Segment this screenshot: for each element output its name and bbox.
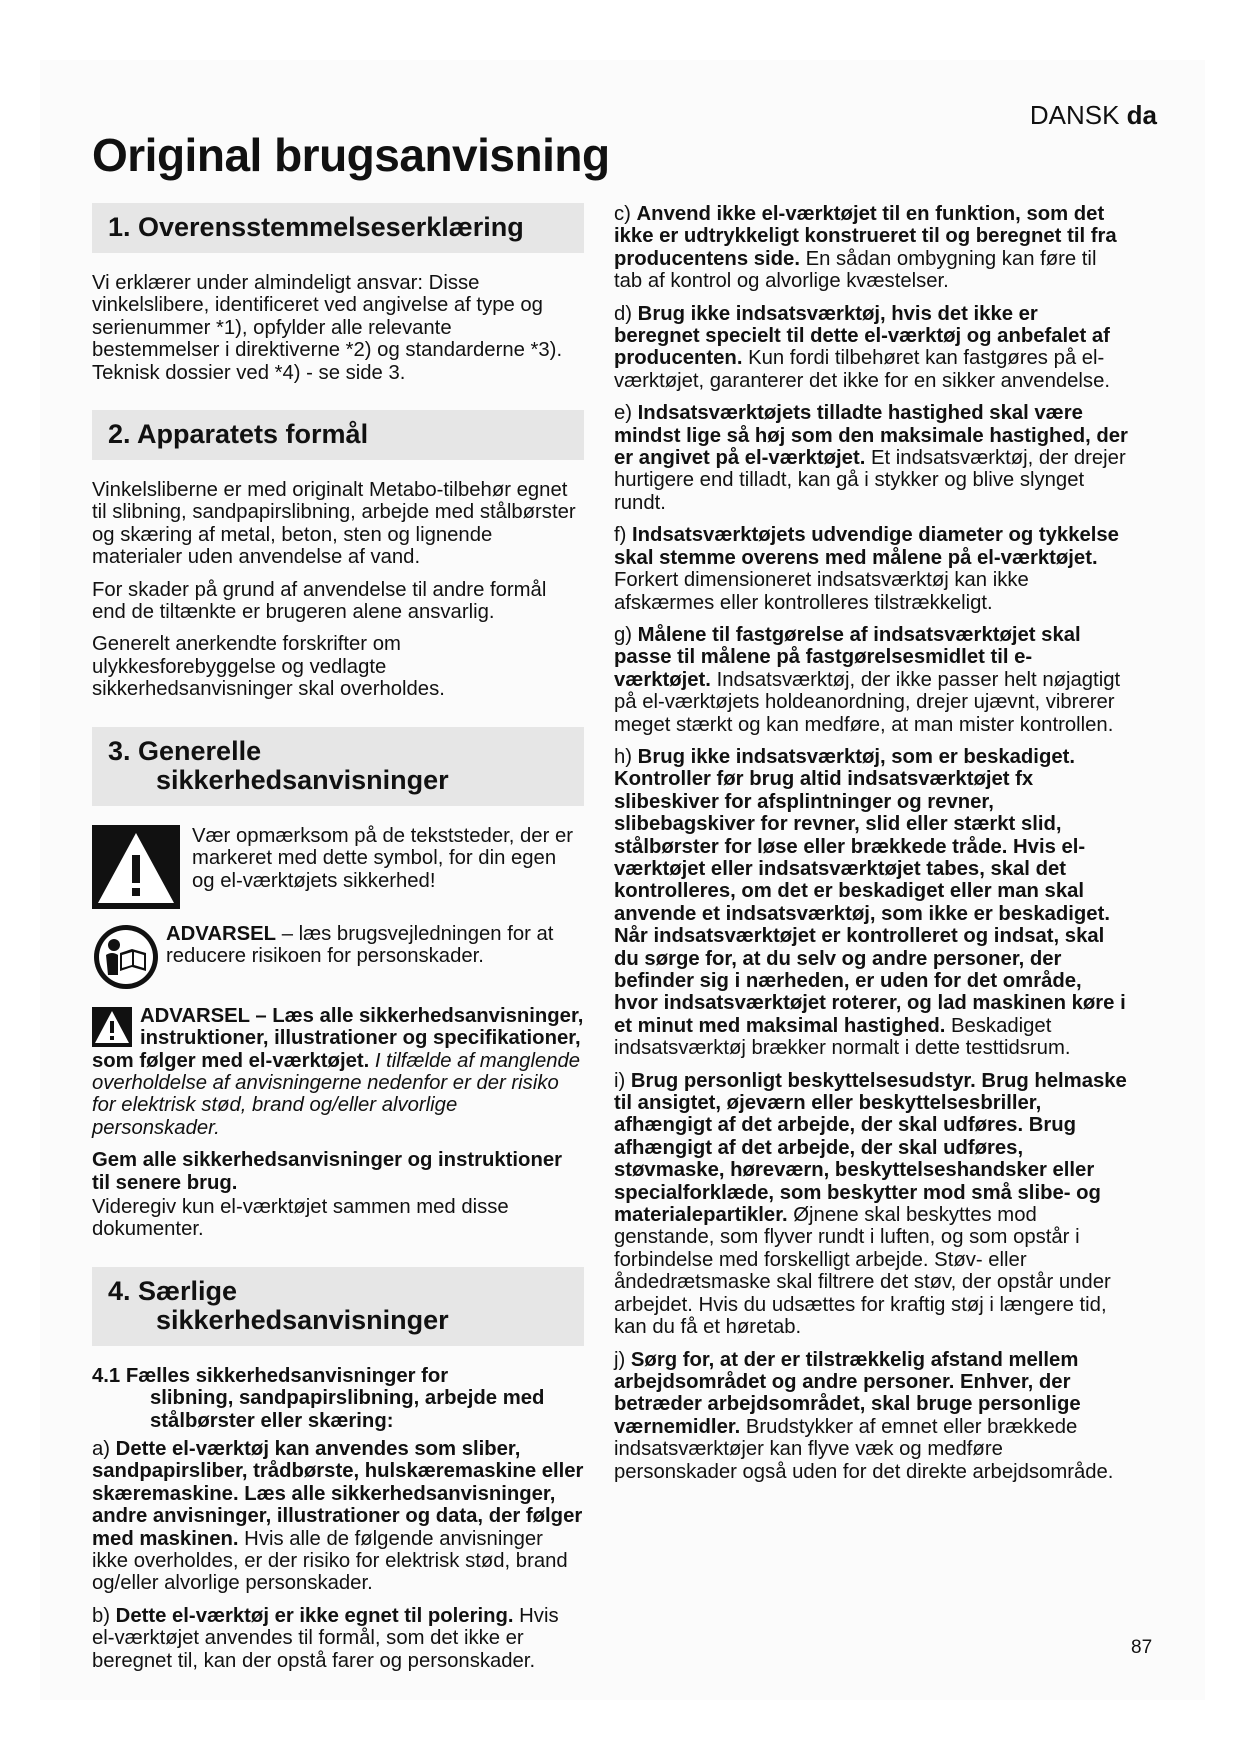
- section-1-body: Vi erklærer under almindeligt ansvar: Disse vinkelslibere, identificeret ved angivelse af type og serienummer *1), opfylder alle relevante bestemmelser i direktiverne *2) og standarderne *3). Teknisk dossier ved *4) - se side 3.: [92, 272, 563, 384]
- advarsel-all-bold: ADVARSEL – Læs alle sikkerhedsanvisninger, instruktioner, illustrationer og specifikationer, som følger med el-værktøjet.: [92, 1004, 584, 1072]
- item-h-text: Beskadiget indsatsværktøj brækker normalt i dette testtidsrum.: [614, 1014, 1071, 1060]
- item-c: [614, 203, 1129, 293]
- item-h: [614, 746, 1129, 1060]
- advarsel-manual-text: [166, 923, 584, 968]
- item-b: [92, 1605, 584, 1672]
- item-c-text: En sådan ombygning kan føre til tab af kontrol og alvorlige kvæstelser.: [614, 247, 1097, 293]
- item-f-text: Forkert dimensioneret indsatsværktøj kan ikke afskærmes eller kontrolleres tilstrækkeligt.: [614, 569, 1029, 614]
- warning-symbol-note: [92, 825, 584, 909]
- item-e-label: e): [614, 402, 638, 425]
- page-title: Original brugsanvisning: [92, 129, 610, 181]
- warning-symbol-text: Vær opmærksom på de tekststeder, der er markeret med dette symbol, for din egen og el-værktøjets sikkerhed!: [192, 824, 573, 892]
- advarsel-all-instructions: [92, 1005, 584, 1139]
- section-3-heading: [92, 727, 584, 806]
- section-2-paragraph-3: Generelt anerkendte forskrifter om ulykkesforebyggelse og vedlagte sikkerhedsanvisninger skal overholdes.: [92, 633, 445, 701]
- read-manual-icon: [92, 923, 160, 991]
- item-a-label: a): [92, 1437, 116, 1460]
- advarsel-all-italic: I tilfælde af manglende overholdelse af anvisningerne nedenfor er der risiko for elektrisk stød, brand og/eller alvorlige personskader.: [92, 1049, 581, 1139]
- section-4-heading-line1: 4. Særlige: [108, 1275, 238, 1306]
- item-i-bold: Brug personligt beskyttelsesudstyr. Brug helmaske til ansigtet, øjeværn eller beskyttelsesbriller, afhængigt af det arbejde, der skal udføres. Brug afhængigt af det arbejde, der skal udføres, støvmaske, høreværn, beskyttelseshandsker eller specialforklæde, som beskytter mod små slibe- og materialepartikler.: [614, 1069, 1127, 1227]
- item-h-label: h): [614, 745, 638, 768]
- section-4-heading: [92, 1267, 584, 1346]
- item-i-label: i): [614, 1069, 631, 1092]
- item-f-label: f): [614, 524, 633, 547]
- subsection-4-1-line2: slibning, sandpapirslibning, arbejde med stålbørster eller skæring:: [150, 1387, 545, 1432]
- section-2-paragraph-1: Vinkelsliberne er med originalt Metabo-tilbehør egnet til slibning, sandpapirslibning, arbejde med stålbørster og skæring af metal, beton, sten og lignende materialer uden anvendelse af vand.: [92, 479, 576, 569]
- right-column: [614, 203, 1129, 1493]
- item-f-bold: Indsatsværktøjets udvendige diameter og tykkelse skal stemme overens med målene på el-værktøjet.: [614, 524, 1119, 569]
- section-2-heading: 2. Apparatets formål: [92, 410, 584, 460]
- item-f: [614, 524, 1129, 614]
- section-4-heading-line2: sikkerhedsanvisninger: [156, 1304, 449, 1335]
- pass-on-documents: Videregiv kun el-værktøjet sammen med disse dokumenter.: [92, 1195, 509, 1241]
- language-word: DANSK: [1029, 100, 1120, 130]
- item-d-text: Kun fordi tilbehøret kan fastgøres på el-værktøjet, garanterer det ikke for en sikker anvendelse.: [614, 347, 1110, 392]
- item-j: [614, 1349, 1129, 1483]
- warning-triangle-icon: [92, 825, 180, 909]
- item-d: [614, 303, 1129, 393]
- item-b-text: Hvis el-værktøjet anvendes til formål, som det ikke er beregnet til, kan der opstå farer og personskader.: [92, 1604, 559, 1672]
- left-column: [92, 203, 584, 1682]
- subsection-4-1-heading: [92, 1365, 584, 1432]
- item-g-bold: Målene til fastgørelse af indsatsværktøjet skal passe til målene på fastgørelsesmidlet til e-værktøjet.: [614, 623, 1081, 691]
- item-i: [614, 1070, 1129, 1339]
- item-a-bold: Dette el-værktøj kan anvendes som sliber, sandpapirsliber, trådbørste, hulskæremaskine eller skæremaskine. Læs alle sikkerhedsanvisninger, andre anvisninger, illustrationer og data, der følger med maskinen.: [92, 1437, 584, 1550]
- item-g: [614, 624, 1129, 736]
- advarsel-label: ADVARSEL: [166, 922, 277, 945]
- item-j-label: j): [614, 1348, 631, 1371]
- item-g-label: g): [614, 623, 638, 646]
- item-i-text: Øjnene skal beskyttes mod genstande, som flyver rundt i luften, og som opstår i forbindelse med forskelligt arbejde. Støv- eller åndedrætsmaske skal filtrere det støv, der opstår under arbejdet. Hvis du udsættes for kraftig støj i længere tid, kan du få et høretab.: [614, 1204, 1111, 1339]
- item-e: [614, 402, 1129, 514]
- warning-small-icon: [92, 1007, 132, 1047]
- language-code: da: [1126, 100, 1157, 130]
- item-g-text: Indsatsværktøj, der ikke passer helt nøjagtigt på el-værktøjets holdeanordning, drejer ujævnt, vibrerer meget stærkt og kan medføre, at man mister kontrollen.: [614, 668, 1121, 736]
- item-h-bold: Brug ikke indsatsværktøj, som er beskadiget. Kontroller før brug altid indsatsværktøjet fx slibeskiver for afsplintninger og revner, slibebagskiver for revner, slid eller stærkt slid, stålbørster for løse eller brækkede tråde. Hvis el-værktøjet eller indsatsværktøjet tabes, skal det kontrolleres, om det er beskadiget eller man skal anvende et indsatsværktøj, som ikke er beskadiget. Når indsatsværktøjet er kontrolleret og indsat, skal du sørge for, at du selv og andre personer, der befinder sig i nærheden, er uden for det område, hvor indsatsværktøjet roterer, og lad maskinen køre i et minut med maksimal hastighed.: [614, 745, 1126, 1037]
- item-a: [92, 1438, 584, 1595]
- section-3-heading-line1: 3. Generelle: [108, 735, 262, 766]
- keep-instructions: [92, 1149, 584, 1194]
- item-j-text: Brudstykker af emnet eller brækkede indsatsværktøjer kan flyve væk og medføre personskader også uden for det direkte arbejdsområde.: [614, 1415, 1114, 1483]
- section-3-heading-line2: sikkerhedsanvisninger: [156, 764, 449, 795]
- item-d-label: d): [614, 302, 638, 325]
- item-c-bold: Anvend ikke el-værktøjet til en funktion, som det ikke er udtrykkeligt konstrueret til og beregnet til fra producentens side.: [614, 203, 1117, 270]
- item-e-bold: Indsatsværktøjets tilladte hastighed skal være mindst lige så høj som den maksimale hastighed, der er angivet på el-værktøjet.: [614, 402, 1128, 470]
- keep-instructions-bold: Gem alle sikkerhedsanvisninger og instruktioner til senere brug.: [92, 1149, 563, 1194]
- language-label: [1030, 100, 1157, 131]
- item-e-text: Et indsatsværktøj, der drejer hurtigere end tilladt, kan gå i stykker og blive slynget rundt.: [614, 447, 1126, 514]
- item-b-label: b): [92, 1604, 116, 1627]
- item-a-text: Hvis alle de følgende anvisninger ikke overholdes, er der risiko for elektrisk stød, brand og/eller alvorlige personskader.: [92, 1527, 568, 1595]
- item-b-bold: Dette el-værktøj er ikke egnet til polering.: [115, 1604, 514, 1627]
- item-j-bold: Sørg for, at der er tilstrækkelig afstand mellem arbejdsområdet og andre personer. Enhver, der betræder arbejdsområdet, skal bruge personlige værnemidler.: [614, 1348, 1081, 1438]
- section-1-heading: 1. Overensstemmelseserklæring: [92, 203, 584, 253]
- subsection-4-1-line1: 4.1 Fælles sikkerhedsanvisninger for: [92, 1364, 449, 1387]
- advarsel-manual-body: – læs brugsvejledningen for at reducere risikoen for personskader.: [166, 922, 554, 968]
- section-2-paragraph-2: For skader på grund af anvendelse til andre formål end de tiltænkte er brugeren alene ansvarlig.: [92, 578, 547, 624]
- item-c-label: c): [614, 203, 637, 225]
- item-d-bold: Brug ikke indsatsværktøj, hvis det ikke er beregnet specielt til dette el-værktøj og anbefalet af producenten.: [614, 302, 1110, 370]
- advarsel-manual-note: [92, 923, 584, 991]
- page-number: 87: [1131, 1637, 1153, 1658]
